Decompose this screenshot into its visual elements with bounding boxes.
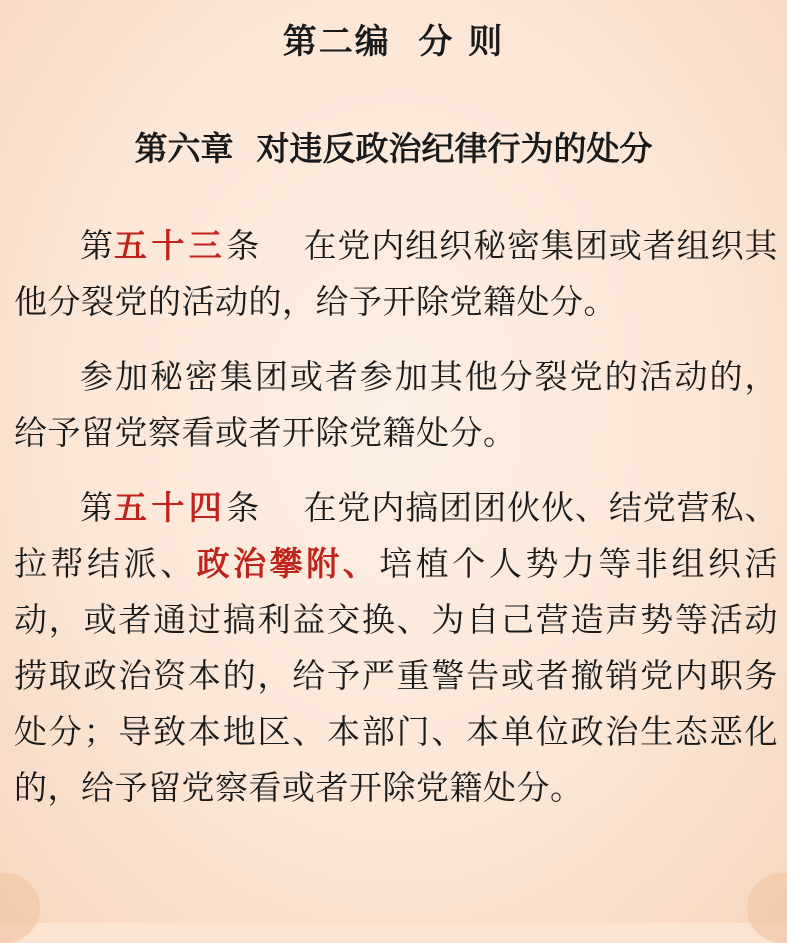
article-number: 五十四 xyxy=(113,488,227,527)
article-number: 五十三 xyxy=(113,226,227,265)
article-54-text-before: 在党内搞团团伙伙、结党营私、拉帮结派、 xyxy=(14,488,779,583)
article-53-paragraph-2: 参加秘密集团或者参加其他分裂党的活动的，给予留党察看或者开除党籍处分。 xyxy=(14,357,778,452)
article-53-text: 在党内组织秘密集团或者组织其他分裂党的活动的，给予开除党籍处分。 xyxy=(14,226,779,321)
article-54-text-after: 培植个人势力等非组织活动，或者通过搞利益交换、为自己营造声势等活动捞取政治资本的，给予严重警告或者撤销党内职务处分；导致本地区、本部门、本单位政治生态恶化的，给予留党察看或者开除党籍处分。 xyxy=(14,544,779,807)
article-53-paragraph-1 xyxy=(14,218,778,330)
article-suffix: 条 xyxy=(226,488,261,527)
decorative-corner-left xyxy=(0,873,40,943)
decorative-corner-right xyxy=(747,873,787,943)
article-54-paragraph-1 xyxy=(14,480,778,816)
part-title: 第二编 分 则 xyxy=(282,22,505,62)
article-suffix: 条 xyxy=(226,226,261,265)
highlighted-term: 政治攀附、 xyxy=(196,544,380,583)
article-prefix: 第 xyxy=(80,488,114,527)
article-prefix: 第 xyxy=(80,226,114,265)
chapter-title: 第六章 对违反政治纪律行为的处分 xyxy=(134,129,653,168)
body-text xyxy=(14,218,778,835)
